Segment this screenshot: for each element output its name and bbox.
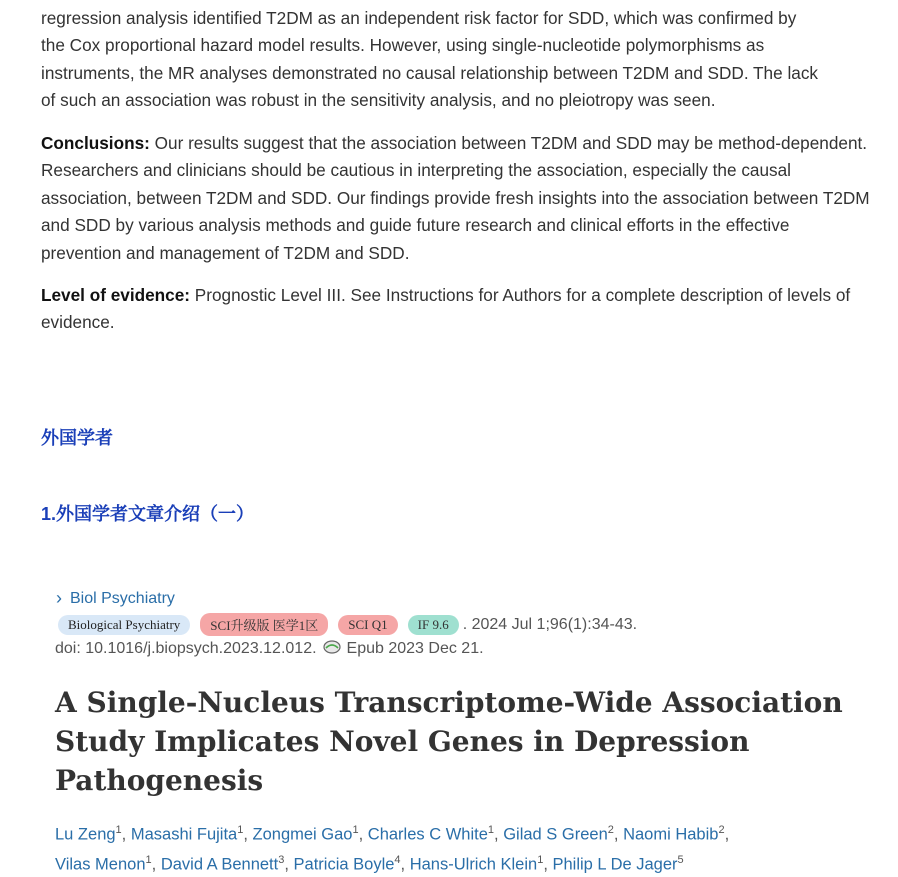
author-affiliation: 1: [145, 853, 152, 866]
journal-badge[interactable]: Biological Psychiatry: [58, 615, 190, 635]
results-line: regression analysis identified T2DM as an independent risk factor for SDD, which was confirmed by: [41, 8, 797, 28]
author-affiliation: 5: [677, 853, 684, 866]
author-affiliation: 1: [352, 824, 359, 836]
author-affiliation: 1: [537, 853, 544, 866]
author-link[interactable]: Vilas Menon: [55, 855, 146, 873]
results-paragraph: [41, 5, 871, 115]
epub-text: Epub 2023 Dec 21.: [346, 640, 484, 657]
section-heading: 外国学者: [41, 428, 113, 448]
conclusions-label: Conclusions:: [41, 133, 150, 153]
author-link[interactable]: Gilad S Green: [503, 825, 608, 844]
sci-tier-badge[interactable]: SCI升级版 医学1区: [200, 613, 328, 636]
journal-link[interactable]: [56, 588, 175, 609]
citation-text: . 2024 Jul 1;96(1):34-43.: [462, 615, 638, 633]
doi-row: [55, 640, 484, 658]
author-link[interactable]: Naomi Habib: [623, 825, 719, 844]
author-link[interactable]: Philip L De Jager: [552, 855, 678, 873]
level-of-evidence-label: Level of evidence:: [41, 285, 191, 305]
author-link[interactable]: David A Bennett: [160, 855, 279, 873]
level-of-evidence-paragraph: [41, 282, 871, 337]
author-link[interactable]: Lu Zeng: [55, 825, 116, 844]
author-affiliation: 3: [278, 853, 285, 866]
journal-link-label: Biol Psychiatry: [70, 589, 175, 607]
journal-meta-row: [58, 613, 637, 636]
doi-text: doi: 10.1016/j.biopsych.2023.12.012.: [55, 640, 317, 657]
author-affiliation: 1: [237, 824, 244, 836]
author-affiliation: 1: [487, 824, 495, 836]
author-link[interactable]: Zongmei Gao: [252, 825, 353, 844]
results-line: the Cox proportional hazard model results. However, using single-nucleotide polymorphisms as: [41, 35, 765, 56]
author-link[interactable]: Hans-Ulrich Klein: [409, 855, 538, 873]
sci-q-badge[interactable]: SCI Q1: [338, 615, 397, 635]
author-affiliation: 2: [718, 824, 725, 836]
impact-factor-badge[interactable]: IF 9.6: [408, 615, 459, 635]
conclusions-paragraph: [41, 130, 871, 267]
author-list: Lu Zeng$^1$, Masashi Fujita$^1$, Zongmei Gao$^1$, Charles C White$^1$, Gilad S Green$^2$, Naomi Habib$^2$, Vilas Menon$^1$, David A Bennett$^3$, Patricia Boyle$^4$, Hans-Ulrich Klein$^1$, Philip L De Jager$^5$: [55, 824, 730, 873]
author-link[interactable]: Charles C White: [367, 825, 488, 844]
article-title: A Single-Nucleus Transcriptome-Wide Association Study Implicates Novel Genes in Depression Pathogenesis: [55, 686, 843, 797]
results-line: instruments, the MR analyses demonstrated no causal relationship between T2DM and SDD. The lack: [41, 62, 819, 83]
chevron-right-icon: ›: [56, 588, 62, 608]
author-affiliation: 2: [607, 824, 614, 836]
author-affiliation: 1: [115, 824, 122, 836]
sub-heading: 1.外国学者文章介绍（一）: [41, 504, 255, 524]
results-line: of such an association was robust in the sensitivity analysis, and no pleiotropy was seen.: [41, 90, 716, 111]
author-affiliation: 4: [394, 853, 401, 866]
author-link[interactable]: Patricia Boyle: [293, 855, 395, 873]
epub-icon: [323, 640, 341, 654]
level-of-evidence-text: Prognostic Level III. See Instructions for Authors for a complete description of levels of evidence.: [41, 285, 851, 333]
conclusions-text: Our results suggest that the association between T2DM and SDD may be method-dependent. Researchers and clinicians should be cautious in interpreting the association, especially the causal association, between T2DM and SDD. Our findings provide fresh insights into the association between T2DM and SDD by various analysis methods and guide future research and clinical efforts in the effective prevention and management of T2DM and SDD.: [41, 133, 870, 263]
author-link[interactable]: Masashi Fujita: [130, 825, 238, 844]
